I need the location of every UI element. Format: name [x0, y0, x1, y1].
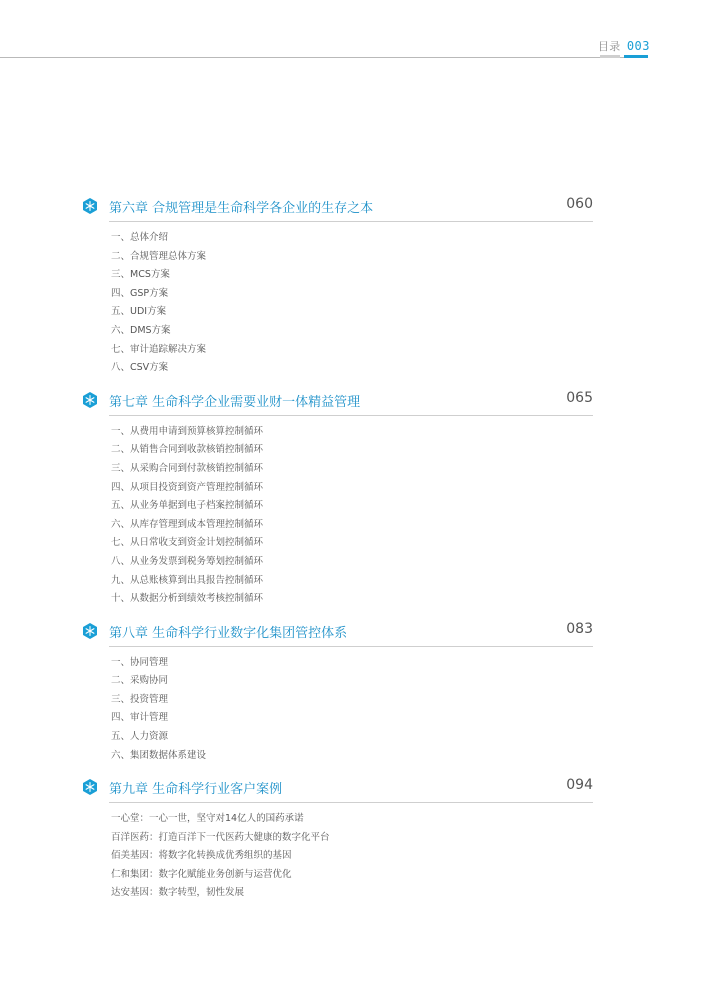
- hexagon-snowflake-icon: [82, 198, 98, 214]
- toc-item[interactable]: 百洋医药：打造百洋下一代医药大健康的数字化平台: [111, 831, 330, 843]
- toc-item[interactable]: 一、协同管理: [111, 656, 169, 668]
- chapter-7: [82, 387, 593, 609]
- toc-item[interactable]: 五、从业务单据到电子档案控制循环: [111, 500, 264, 512]
- chapter-rule: [109, 802, 593, 803]
- header-accent: [624, 55, 648, 58]
- toc-item[interactable]: 三、MCS方案: [111, 269, 170, 281]
- chapter-9: [82, 774, 593, 903]
- header-rule: [0, 57, 645, 58]
- toc-item[interactable]: 六、DMS方案: [111, 324, 171, 336]
- chapter-page-number: 060: [566, 196, 593, 212]
- toc-item[interactable]: 一心堂：一心一世，坚守对14亿人的国药承诺: [111, 813, 304, 825]
- chapter-rule: [109, 646, 593, 647]
- hexagon-snowflake-icon: [82, 779, 98, 795]
- chapter-page-number: 094: [566, 777, 593, 794]
- chapter-page-number: 065: [566, 389, 593, 406]
- chapter-title: 第六章 合规管理是生命科学各企业的生存之本: [109, 201, 374, 216]
- chapter-8: [82, 618, 593, 766]
- toc-item[interactable]: 四、GSP方案: [111, 287, 169, 299]
- page-header: [0, 0, 710, 60]
- chapter-title: 第九章 生命科学行业客户案例: [109, 782, 283, 798]
- chapter-heading[interactable]: [82, 387, 593, 415]
- chapter-item-list: [82, 802, 593, 903]
- hexagon-snowflake-icon: [82, 392, 98, 408]
- chapter-heading[interactable]: [82, 193, 593, 221]
- toc-item[interactable]: 七、审计追踪解决方案: [111, 343, 207, 355]
- toc-item[interactable]: 四、从项目投资到资产管理控制循环: [111, 481, 264, 493]
- section-label: 目录: [597, 40, 621, 53]
- header-accent-gray: [600, 55, 620, 58]
- toc-item[interactable]: 六、集团数据体系建设: [111, 749, 207, 761]
- toc-item[interactable]: 三、从采购合同到付款核销控制循环: [111, 462, 264, 474]
- chapter-page-number: 083: [566, 620, 593, 637]
- chapter-item-list: [82, 415, 593, 609]
- chapter-rule: [109, 415, 593, 416]
- chapter-title: 第七章 生命科学企业需要业财一体精益管理: [109, 394, 361, 410]
- chapter-title: 第八章 生命科学行业数字化集团管控体系: [109, 625, 348, 641]
- toc-item[interactable]: 七、从日常收支到资金计划控制循环: [111, 537, 264, 549]
- chapter-6: [82, 193, 593, 378]
- toc-item[interactable]: 二、合规管理总体方案: [111, 250, 207, 262]
- toc-item[interactable]: 六、从库存管理到成本管理控制循环: [111, 518, 264, 530]
- toc-item[interactable]: 达安基因：数字转型，韧性发展: [111, 887, 245, 899]
- toc-item[interactable]: 一、总体介绍: [111, 232, 169, 243]
- toc-item[interactable]: 佰美基因：将数字化转换成优秀组织的基因: [111, 850, 292, 862]
- page-number: 003: [626, 39, 650, 53]
- toc-item[interactable]: 一、从费用申请到预算核算控制循环: [111, 425, 264, 437]
- table-of-contents: [82, 193, 593, 903]
- header-label: [598, 38, 650, 54]
- chapter-heading[interactable]: [82, 618, 593, 646]
- toc-item[interactable]: 四、审计管理: [111, 712, 169, 724]
- chapter-item-list: [82, 646, 593, 766]
- toc-item[interactable]: 十、从数据分析到绩效考核控制循环: [111, 593, 264, 605]
- toc-item[interactable]: 九、从总账核算到出具报告控制循环: [111, 574, 264, 586]
- toc-item[interactable]: 五、人力资源: [111, 731, 169, 743]
- chapter-heading[interactable]: [82, 774, 593, 802]
- hexagon-snowflake-icon: [82, 623, 98, 639]
- chapter-item-list: [82, 221, 593, 378]
- chapter-rule: [109, 221, 593, 222]
- toc-item[interactable]: 二、采购协同: [111, 675, 169, 687]
- toc-item[interactable]: 三、投资管理: [111, 693, 169, 705]
- toc-item[interactable]: 八、从业务发票到税务筹划控制循环: [111, 555, 264, 567]
- toc-item[interactable]: 二、从销售合同到收款核销控制循环: [111, 444, 264, 456]
- toc-item[interactable]: 八、CSV方案: [111, 362, 169, 374]
- toc-item[interactable]: 五、UDI方案: [111, 306, 167, 318]
- toc-item[interactable]: 仁和集团：数字化赋能业务创新与运营优化: [111, 868, 292, 880]
